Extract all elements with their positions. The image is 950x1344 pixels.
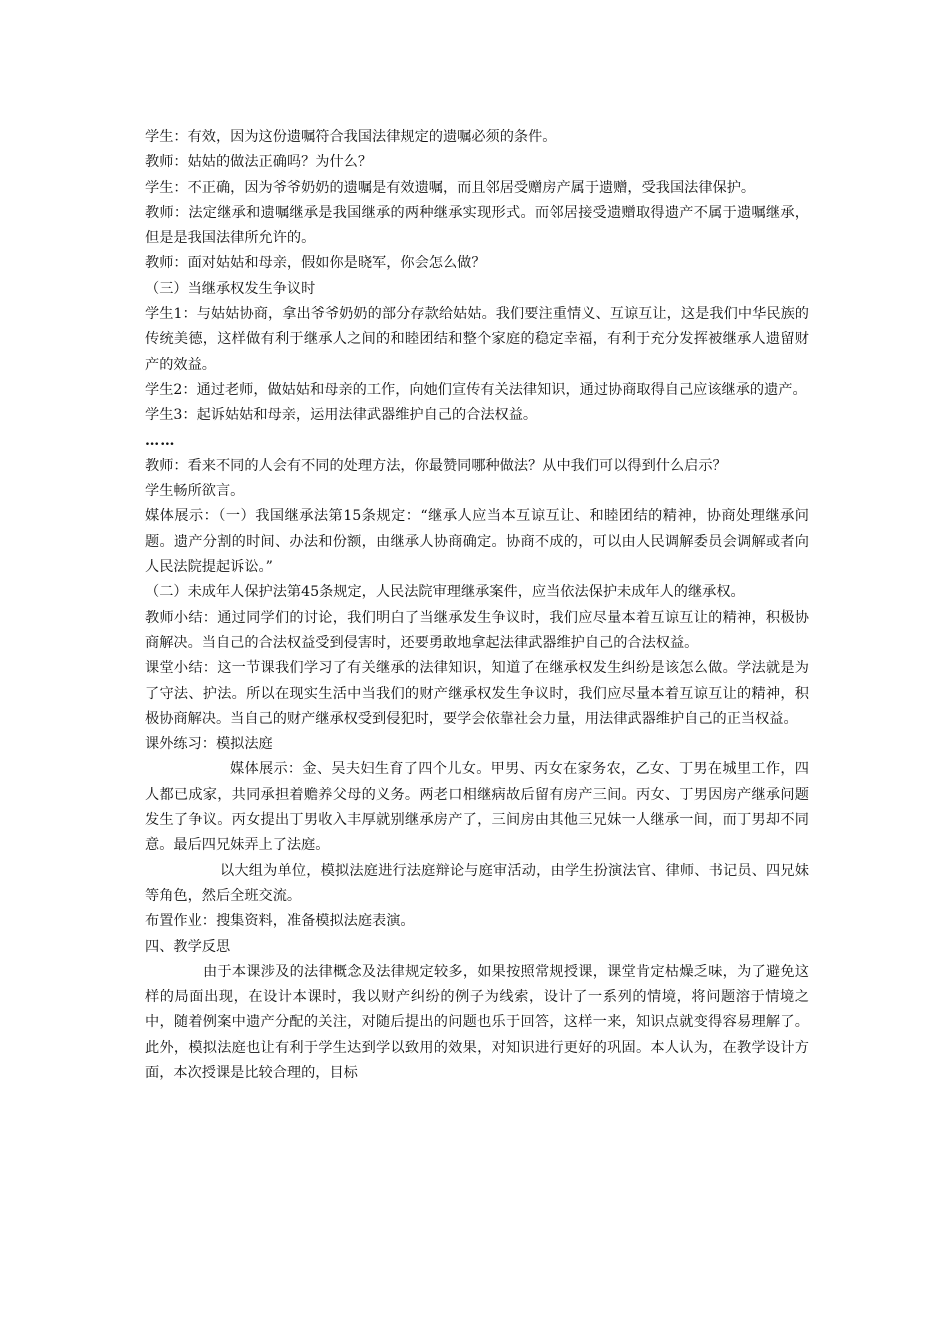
paragraph-teacher-summary: 教师小结：通过同学们的讨论，我们明白了当继承发生争议时，我们应尽量本着互谅互让的精神，积极协商解决。当自己的合法权益受到侵害时，还要勇敢地拿起法律武器维护自己的合法权益。 bbox=[145, 609, 809, 651]
paragraph-media-law-article-15: 媒体展示：（一）我国继承法第15条规定：“继承人应当本互谅互让、和睦团结的精神，协商处理继承问题。遗产分割的时间、办法和份额，由继承人协商确定。协商不成的，可以由人民调解委员会调解或者向人民法院提起诉讼。” bbox=[145, 508, 809, 576]
paragraph-class-summary: 课堂小结：这一节课我们学习了有关继承的法律知识，知道了在继承权发生纠纷是该怎么做。学法就是为了守法、护法。所以在现实生活中当我们的财产继承权发生争议时，我们应尽量本着互谅互让的精神，积极协商解决。当自己的财产继承权受到侵犯时，要学会依靠社会力量，用法律武器维护自己的正当权益。 bbox=[145, 660, 809, 727]
paragraph-student-2: 学生2：通过老师，做姑姑和母亲的工作，向她们宣传有关法律知识，通过协商取得自己应该继承的遗产。 bbox=[145, 381, 807, 398]
paragraph-homework-mock-court: 课外练习：模拟法庭 bbox=[145, 736, 273, 753]
paragraph-teacher-question-aunt: 教师：姑姑的做法正确吗？为什么？ bbox=[145, 154, 373, 171]
paragraph-student-1: 学生1：与姑姑协商，拿出爷爷奶奶的部分存款给姑姑。我们要注重情义、互谅互让，这是我们中华民族的传统美德，这样做有利于继承人之间的和睦团结和整个家庭的稳定幸福，有利于充分发挥被继承人遗留财产的效益。 bbox=[145, 306, 809, 373]
document-body bbox=[145, 125, 809, 1086]
paragraph-reflection: 由于本课涉及的法律概念及法律规定较多，如果按照常规授课，课堂肯定枯燥乏味，为了避免这样的局面出现，在设计本课时，我以财产纠纷的例子为线索，设计了一系列的情境，将问题溶于情境之中，随着例案中遗产分配的关注，对随后提出的问题也乐于回答，这样一来，知识点就变得容易理解了。此外，模拟法庭也让有利于学生达到学以致用的效果，对知识进行更好的巩固。本人认为，在教学设计方面，本次授课是比较合理的，目标 bbox=[145, 963, 809, 1081]
paragraph-student-incorrect: 学生：不正确，因为爷爷奶奶的遗嘱是有效遗嘱，而且邻居受赠房产属于遗赠，受我国法律保护。 bbox=[145, 179, 756, 196]
paragraph-media-case: 媒体展示：金、吴夫妇生育了四个儿女。甲男、丙女在家务农，乙女、丁男在城里工作，四人都已成家，共同承担着赡养父母的义务。两老口相继病故后留有房产三间。丙女、丁男因房产继承问题发生了争议。丙女提出丁男收入丰厚就别继承房产了，三间房由其他三兄妹一人继承一间，而丁男却不同意。最后四兄妹弄上了法庭。 bbox=[145, 761, 809, 854]
paragraph-assignment: 布置作业：搜集资料，准备模拟法庭表演。 bbox=[145, 913, 415, 930]
paragraph-teacher-inheritance-forms: 教师：法定继承和遗嘱继承是我国继承的两种继承实现形式。而邻居接受遗赠取得遗产不属于遗嘱继承，但是是我国法律所允许的。 bbox=[145, 204, 809, 247]
paragraph-group-activity: 以大组为单位，模拟法庭进行法庭辩论与庭审活动，由学生扮演法官、律师、书记员、四兄妹等角色，然后全班交流。 bbox=[145, 862, 809, 904]
paragraph-student-valid-will: 学生：有效，因为这份遗嘱符合我国法律规定的遗嘱必须的条件。 bbox=[145, 129, 557, 145]
paragraph-student-3: 学生3：起诉姑姑和母亲，运用法律武器维护自己的合法权益。 bbox=[145, 407, 538, 424]
paragraph-teacher-which-method: 教师：看来不同的人会有不同的处理方法，你最赞同哪种做法？从中我们可以得到什么启示？ bbox=[145, 457, 727, 474]
paragraph-students-speak: 学生畅所欲言。 bbox=[145, 483, 245, 500]
section-heading-reflection: 四、教学反思 bbox=[145, 938, 231, 955]
paragraph-minor-protection-law: （二）未成年人保护法第45条规定，人民法院审理继承案件，应当依法保护未成年人的继承权。 bbox=[145, 584, 745, 601]
section-heading-dispute: （三）当继承权发生争议时 bbox=[145, 280, 316, 297]
ellipsis-line: …… bbox=[145, 432, 176, 449]
paragraph-teacher-what-would-you-do: 教师：面对姑姑和母亲，假如你是晓军，你会怎么做？ bbox=[145, 255, 486, 272]
